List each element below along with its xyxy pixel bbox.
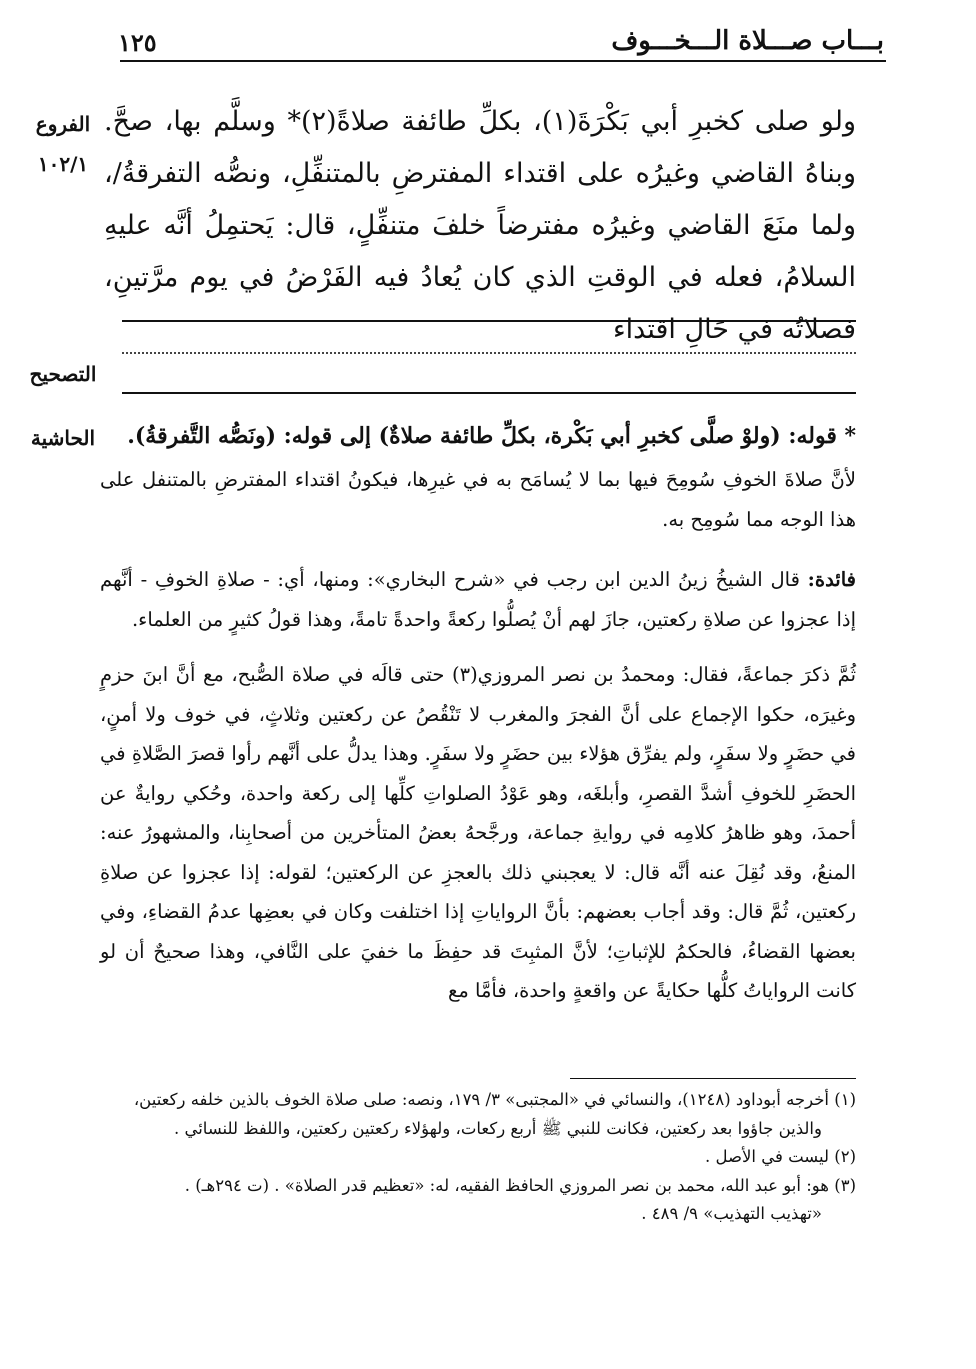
- commentary-paragraph-faida: [100, 560, 856, 639]
- footnotes: [100, 1086, 856, 1229]
- commentary-paragraph: لأنَّ صلاةَ الخوفِ سُومِحَ فيها بما لا يُسامَح به في غيرِها، فيكونُ اقتداء المفترضِ بالمتنفل على هذا الوجه مما سُومِح به.: [100, 468, 856, 531]
- footnote-1-continuation: والذين جاؤوا بعد ركعتين، فكانت للنبي ﷺ أربع ركعات، ولهؤلاء ركعتين ركعتين، واللفظ للنسائي .: [173, 1118, 822, 1138]
- margin-reference: ١٠٢/١: [37, 152, 89, 176]
- footnote-2: (٢) ليست في الأصل .: [704, 1147, 856, 1166]
- margin-label-tashih: التصحيح: [29, 362, 97, 386]
- faida-text: قال الشيخُ زينُ الدين ابن رجب في «شرح البخاري»: ومنها، أي: - صلاةِ الخوفِ - أنَّهم إذا عجزوا عن صلاةِ ركعتين، جازَ لهم أنْ يُصلُّوا ركعةً واحدةً تامةً، وهذا قولُ كثيرٍ من العلماء.: [100, 568, 856, 631]
- footnote-rule: [570, 1078, 856, 1079]
- tashih-rule: [122, 392, 856, 394]
- margin-label-hashiya: الحاشية: [30, 426, 96, 450]
- margin-label-furu: الفروع: [35, 112, 91, 136]
- commentary-paragraph-long: ثُمَّ ذكرَ جماعةً، فقال: ومحمدُ بن نصر المروزي(٣) حتى قالَه في صلاة الصُّبح، مع أنَّ ابنَ حزمٍ وغيرَه، حكوا الإجماع على أنَّ الفجرَ والمغرب لا تَنْقُصُ عن ركعتين وثلاثٍ، في خوف ولا أمنٍ، في حضَرٍ ولا سفَرٍ، ولم يفرِّق هؤلاء بين حضَرٍ ولا سفَرٍ. وهذا يدلُّ على أنَّهم رأوا قصرَ الصَّلاةِ في الحضَرِ للخوفِ أشدَّ القصرِ، وأبلغَه، وهو عَوْدُ الصلواتِ كلِّها إلى ركعة واحدة، وحُكي روايةٌ عن أحمدَ، وهو ظاهرُ كلامِه في روايةِ جماعة، ورجَّحهُ بعضُ المتأخرين من أصحابِنا، والمشهورُ عنه: المنعُ، وقد نُقِلَ عنه أنَّه قال: لا يعجبني ذلك بالعجزِ عن الركعتين؛ لقوله: إذا عجزوا عن صلاةِ ركعتين، ثُمَّ قال: وقد أجاب بعضهم: بأنَّ الرواياتِ إذا اختلفت وكان في بعضِها عدمُ القضاءِ، وفي بعضها القضاءُ، فالحكمُ للإثباتِ؛ لأنَّ المثبِتَ قد حفِظَ ما خفيَ على النَّافي، وهذا صحيحٌ أن لو كانت الرواياتُ كلُّها حكايةً عن واقعةٍ واحدة، فأمَّا مع: [100, 663, 856, 1002]
- tashih-dotted-line: [122, 352, 856, 354]
- page-number: ١٢٥: [118, 28, 157, 57]
- chapter-title: بـــاب صـــلاة الـــخـــوف: [611, 26, 884, 56]
- commentary-heading: * قوله: (ولوْ صلَّى كخبرِ أبي بَكْرة، بكلِّ طائفة صلاةٌ) إلى قوله: (ونَصُّه التَّفرقةُ).: [127, 423, 856, 449]
- footnote-3: (٣) هو: أبو عبد الله، محمد بن نصر المروزي الحافظ الفقيه، له: «تعظيم قدر الصلاة» . (ت ٢٩٤هـ) .: [184, 1175, 856, 1195]
- main-text: ولو صلى كخبرِ أبي بَكْرَةَ(١)، بكلِّ طائفة صلاةً(٢)* وسلَّم بها، صحَّ. وبناهُ القاضي وغيرُه على اقتداء المفترضِ بالمتنفِّلِ، ونصُّه التفرقةُ/، ولما منَعَ القاضي وغيرُه مفترضاً خلفَ متنفِّلٍ، قال: يَحتمِلُ أنَّه عليهِ السلامُ، فعله في الوقتِ الذي كان يُعادُ فيه الفَرْضُ في يوم مرَّتينِ، فصلاتُه في حَالِ اقتداء: [104, 106, 856, 345]
- footnote-1: (١) أخرجه أبوداود (١٢٤٨)، والنسائي في «المجتبى» ٣/ ١٧٩، ونصه: صلى صلاة الخوف بالذين خلفه ركعتين،: [133, 1090, 856, 1109]
- footnote-3-continuation: «تهذيب التهذيب» ٩/ ٤٨٩ .: [641, 1204, 822, 1223]
- faida-label: فائدة:: [807, 568, 856, 591]
- main-text-rule: [122, 320, 856, 322]
- header-rule: [120, 60, 886, 62]
